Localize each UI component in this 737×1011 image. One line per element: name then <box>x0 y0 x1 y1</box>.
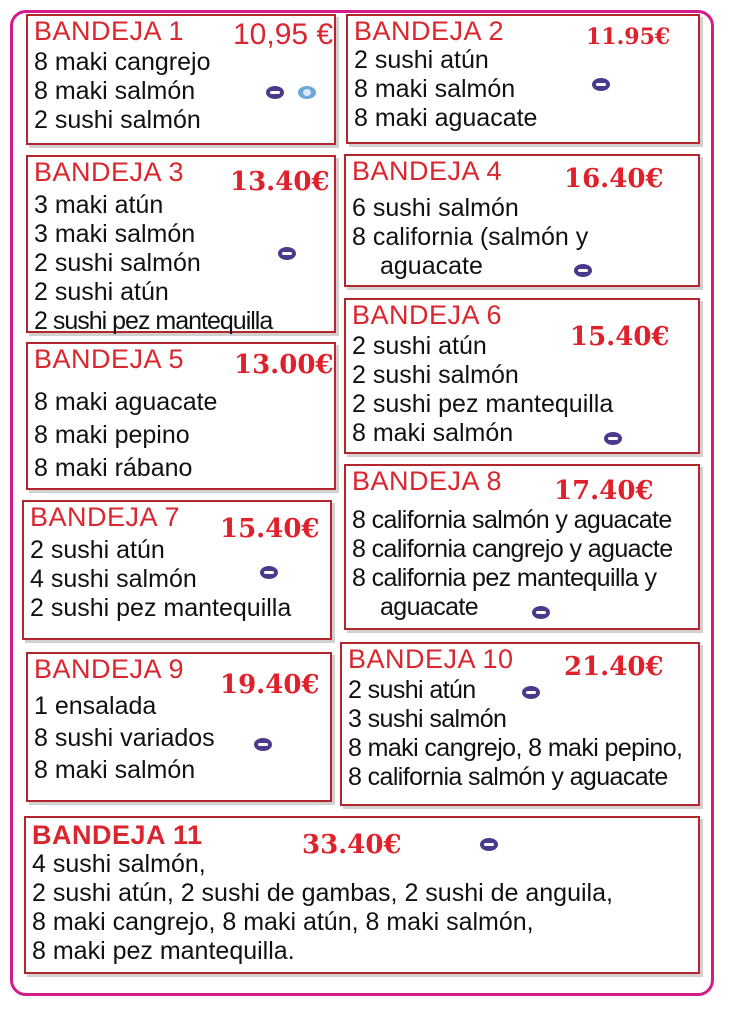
list-item: 2 sushi pez mantequilla <box>30 594 292 622</box>
fish-icon <box>522 686 540 699</box>
list-item: 4 sushi salmón <box>30 565 197 593</box>
list-item: 2 sushi atún, 2 sushi de gambas, 2 sushi de anguila, <box>32 879 613 907</box>
tray-items <box>34 191 272 336</box>
list-item: 2 sushi salmón <box>34 106 201 134</box>
list-item: 8 maki salmón <box>34 756 196 784</box>
tray-price: 13.00€ <box>234 350 334 380</box>
fish-icon <box>592 78 610 91</box>
list-item: 3 sushi salmón <box>348 705 507 733</box>
list-item: 8 maki rábano <box>34 454 193 482</box>
list-item: 2 sushi salmón <box>352 361 519 389</box>
tray-title: BANDEJA 8 <box>352 466 503 496</box>
list-item: 8 maki cangrejo, 8 maki atún, 8 maki salmón, <box>32 908 534 936</box>
tray-8 <box>344 464 700 630</box>
list-item: aguacate <box>380 252 483 280</box>
tray-6 <box>344 298 700 454</box>
tray-title: BANDEJA 3 <box>34 157 185 187</box>
list-item: 6 sushi salmón <box>352 194 519 222</box>
list-item: 2 sushi atún <box>352 332 487 360</box>
tray-7 <box>22 500 332 640</box>
tray-price: 13.40€ <box>230 167 330 197</box>
list-item: 8 maki cangrejo, 8 maki pepino, <box>348 734 683 762</box>
fish-icon <box>532 606 550 619</box>
tray-3 <box>26 155 336 333</box>
tray-price: 19.40€ <box>220 670 320 700</box>
tray-5 <box>26 342 336 490</box>
list-item: 2 sushi atún <box>354 46 489 74</box>
fish-icon <box>266 86 284 99</box>
list-item: 2 sushi atún <box>34 278 169 306</box>
list-item: 8 california cangrejo y aguacte <box>352 535 673 563</box>
tray-title: BANDEJA 6 <box>352 300 503 330</box>
fish-icon <box>480 838 498 851</box>
list-item: 8 sushi variados <box>34 724 215 752</box>
tray-title: BANDEJA 5 <box>34 344 185 374</box>
tray-title: BANDEJA 7 <box>30 502 181 532</box>
list-item: 3 maki salmón <box>34 220 196 248</box>
list-item: 2 sushi pez mantequilla <box>352 390 614 418</box>
list-item: 1 ensalada <box>34 692 157 720</box>
tray-price: 21.40€ <box>564 652 664 682</box>
tray-title: BANDEJA 1 <box>34 16 185 46</box>
fish-icon <box>260 566 278 579</box>
fish-icon <box>574 264 592 277</box>
list-item: 2 sushi pez mantequilla <box>34 307 273 335</box>
tray-items <box>354 46 537 133</box>
list-item: 8 maki aguacate <box>354 104 538 132</box>
tray-title: BANDEJA 11 <box>32 820 203 850</box>
list-item: 8 california salmón y aguacate <box>348 763 668 791</box>
tray-items <box>30 536 291 623</box>
tray-price: 33.40€ <box>302 830 402 860</box>
fish-icon <box>278 247 296 260</box>
tray-items <box>34 690 215 786</box>
tray-price: 15.40€ <box>220 514 320 544</box>
tray-1 <box>26 14 336 145</box>
fish-icon <box>254 738 272 751</box>
list-item: 8 california (salmón y <box>352 223 589 251</box>
tray-price: 11.95€ <box>586 24 671 50</box>
list-item: 4 sushi salmón, <box>32 850 206 878</box>
list-item: 2 sushi atún <box>30 536 165 564</box>
list-item: 3 maki atún <box>34 191 164 219</box>
list-item: 8 california pez mantequilla y <box>352 564 657 592</box>
list-item: 8 maki pez mantequilla. <box>32 937 295 965</box>
tray-items <box>32 850 613 966</box>
tray-9 <box>26 652 332 802</box>
list-item: 2 sushi atún <box>348 676 476 704</box>
list-item: 8 maki salmón <box>34 77 196 105</box>
tray-price: 15.40€ <box>570 322 670 352</box>
list-item: aguacate <box>380 593 479 621</box>
tray-title: BANDEJA 2 <box>354 16 505 46</box>
tray-items <box>352 194 588 281</box>
tray-title: BANDEJA 10 <box>348 644 514 674</box>
tray-items <box>352 332 613 448</box>
tray-title: BANDEJA 9 <box>34 654 185 684</box>
tray-items <box>348 676 682 792</box>
list-item: 8 maki pepino <box>34 421 190 449</box>
tray-items <box>34 48 210 135</box>
tray-items <box>352 506 673 622</box>
tray-price: 16.40€ <box>564 164 664 194</box>
list-item: 2 sushi salmón <box>34 249 201 277</box>
list-item: 8 maki aguacate <box>34 388 218 416</box>
tray-price: 17.40€ <box>554 476 654 506</box>
list-item: 8 california salmón y aguacate <box>352 506 672 534</box>
tray-price: 10,95 € <box>233 18 334 51</box>
tray-11 <box>24 816 700 974</box>
list-item: 8 maki cangrejo <box>34 48 211 76</box>
tray-4 <box>344 154 700 287</box>
fish-icon <box>604 432 622 445</box>
tray-title: BANDEJA 4 <box>352 156 503 186</box>
list-item: 8 maki salmón <box>354 75 516 103</box>
tray-2 <box>346 14 700 144</box>
crab-icon <box>298 86 316 99</box>
tray-items <box>34 386 217 485</box>
tray-10 <box>340 642 700 806</box>
list-item: 8 maki salmón <box>352 419 514 447</box>
